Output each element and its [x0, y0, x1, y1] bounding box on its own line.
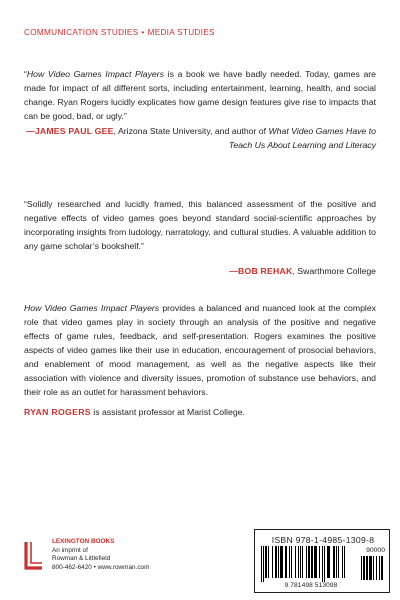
publisher-contact: 800-462-6420 • www.rowman.com [52, 563, 150, 571]
barcode-bar [268, 546, 269, 578]
barcode-bar [336, 546, 337, 578]
quote1-book-title: How Video Games Impact Players [26, 69, 164, 79]
barcode-bar [311, 546, 313, 578]
barcode-bar [361, 556, 362, 580]
barcode-bar [278, 546, 279, 578]
barcode-bar [298, 546, 299, 578]
barcode-bar [344, 546, 345, 578]
barcode-bar [300, 546, 301, 578]
author-name: RYAN ROGERS [24, 407, 91, 417]
barcode-box [254, 529, 390, 593]
endorsement-attribution-2 [24, 264, 376, 278]
category-left: COMMUNICATION STUDIES [24, 28, 139, 37]
price-code: 90000 [366, 547, 385, 554]
barcode-bar [263, 546, 264, 582]
author-bio-text: is assistant professor at Marist College. [90, 407, 245, 417]
barcode-bar [327, 546, 330, 578]
publisher-logo-icon [24, 538, 44, 572]
publisher-text [52, 538, 149, 572]
barcode-bar [272, 546, 273, 578]
publisher-name: LEXINGTON BOOKS [52, 538, 115, 545]
author-bio [24, 405, 376, 419]
barcode-bar [373, 556, 374, 580]
barcode-bar [285, 546, 287, 578]
endorsement-quote-2 [24, 197, 376, 253]
quote1-attribution-name: —JAMES PAUL GEE [25, 126, 114, 136]
barcode-bar [261, 546, 262, 582]
endorsement-quote-1 [24, 67, 376, 123]
publisher-imprint-line: An imprint of [52, 546, 88, 554]
barcode-bar [319, 546, 320, 578]
category-separator: • [141, 28, 145, 37]
publisher-parent: Rowman & Littlefield [52, 555, 111, 563]
quote1-text: is a book we have badly needed. Today, games are made for impact of all different sorts, including entertainment, learning, health, and social change. Ryan Rogers lucidly explicates how game design features give rise to impacts that can be good, bad, or ugly.” [24, 69, 376, 121]
publisher-block [24, 538, 149, 572]
category-heading [24, 28, 215, 37]
quote1-attribution-title: What Video Games Have to Teach Us About Learning and Literacy [228, 126, 376, 150]
quote2-text: “Solidly researched and lucidly framed, this balanced assessment of the positive and negative effects of video games goes beyond standard social-scientific approaches by incorporating insights from ludology, narratology, and cultural studies. A valuable addition to any game scholar’s bookshelf.” [24, 199, 376, 251]
barcode-bar [295, 546, 296, 578]
barcode-bar [333, 546, 335, 578]
endorsement-attribution-1 [24, 124, 376, 152]
barcode-bar [376, 556, 377, 580]
barcode-bar [381, 556, 383, 580]
barcode-bar [379, 556, 380, 580]
barcode-bar [289, 546, 290, 578]
book-description [24, 301, 376, 399]
barcode-bar [291, 546, 292, 578]
category-right: MEDIA STUDIES [147, 28, 215, 37]
barcode-bar [280, 546, 283, 578]
barcode-bar [366, 556, 368, 580]
barcode-bar [302, 546, 303, 578]
barcode-bar [322, 546, 323, 582]
barcode-bar [324, 546, 325, 582]
barcode-bar [369, 556, 372, 580]
barcode-bar [363, 556, 365, 580]
quote2-attribution-rest: , Swarthmore College [292, 266, 376, 276]
barcode-bar [314, 546, 317, 578]
barcode-bar [306, 546, 307, 578]
barcode-digits: 9 781498 513098 [284, 582, 338, 589]
barcode-bar [342, 546, 343, 578]
isbn-number: ISBN 978-1-4985-1309-8 [271, 535, 375, 545]
barcode-bar [275, 546, 277, 578]
quote1-attribution-rest: , Arizona State University, and author of [113, 126, 269, 136]
barcode-bar [308, 546, 310, 578]
description-book-title: How Video Games Impact Players [24, 303, 160, 313]
price-addon-barcode [361, 556, 387, 584]
quote2-attribution-name: —BOB REHAK [229, 266, 293, 276]
barcode-bar [338, 546, 339, 578]
quote1-open-mark: “ [24, 69, 27, 79]
description-text: provides a balanced and nuanced look at the complex role that video games play in society through an analysis of the positive and negative effects of game rules, feedback, and self-presentation. Rogers examines the positive aspects of video games like their use in education, encouragement of prosocial behaviors, and enablement of mood management, as well as the negative aspects like their association with violence and diversity issues, promotion of substance use behaviors, and their role as an outlet for harassment behaviors. [24, 303, 377, 397]
ean-barcode [261, 546, 359, 582]
barcode-bar [265, 546, 267, 578]
